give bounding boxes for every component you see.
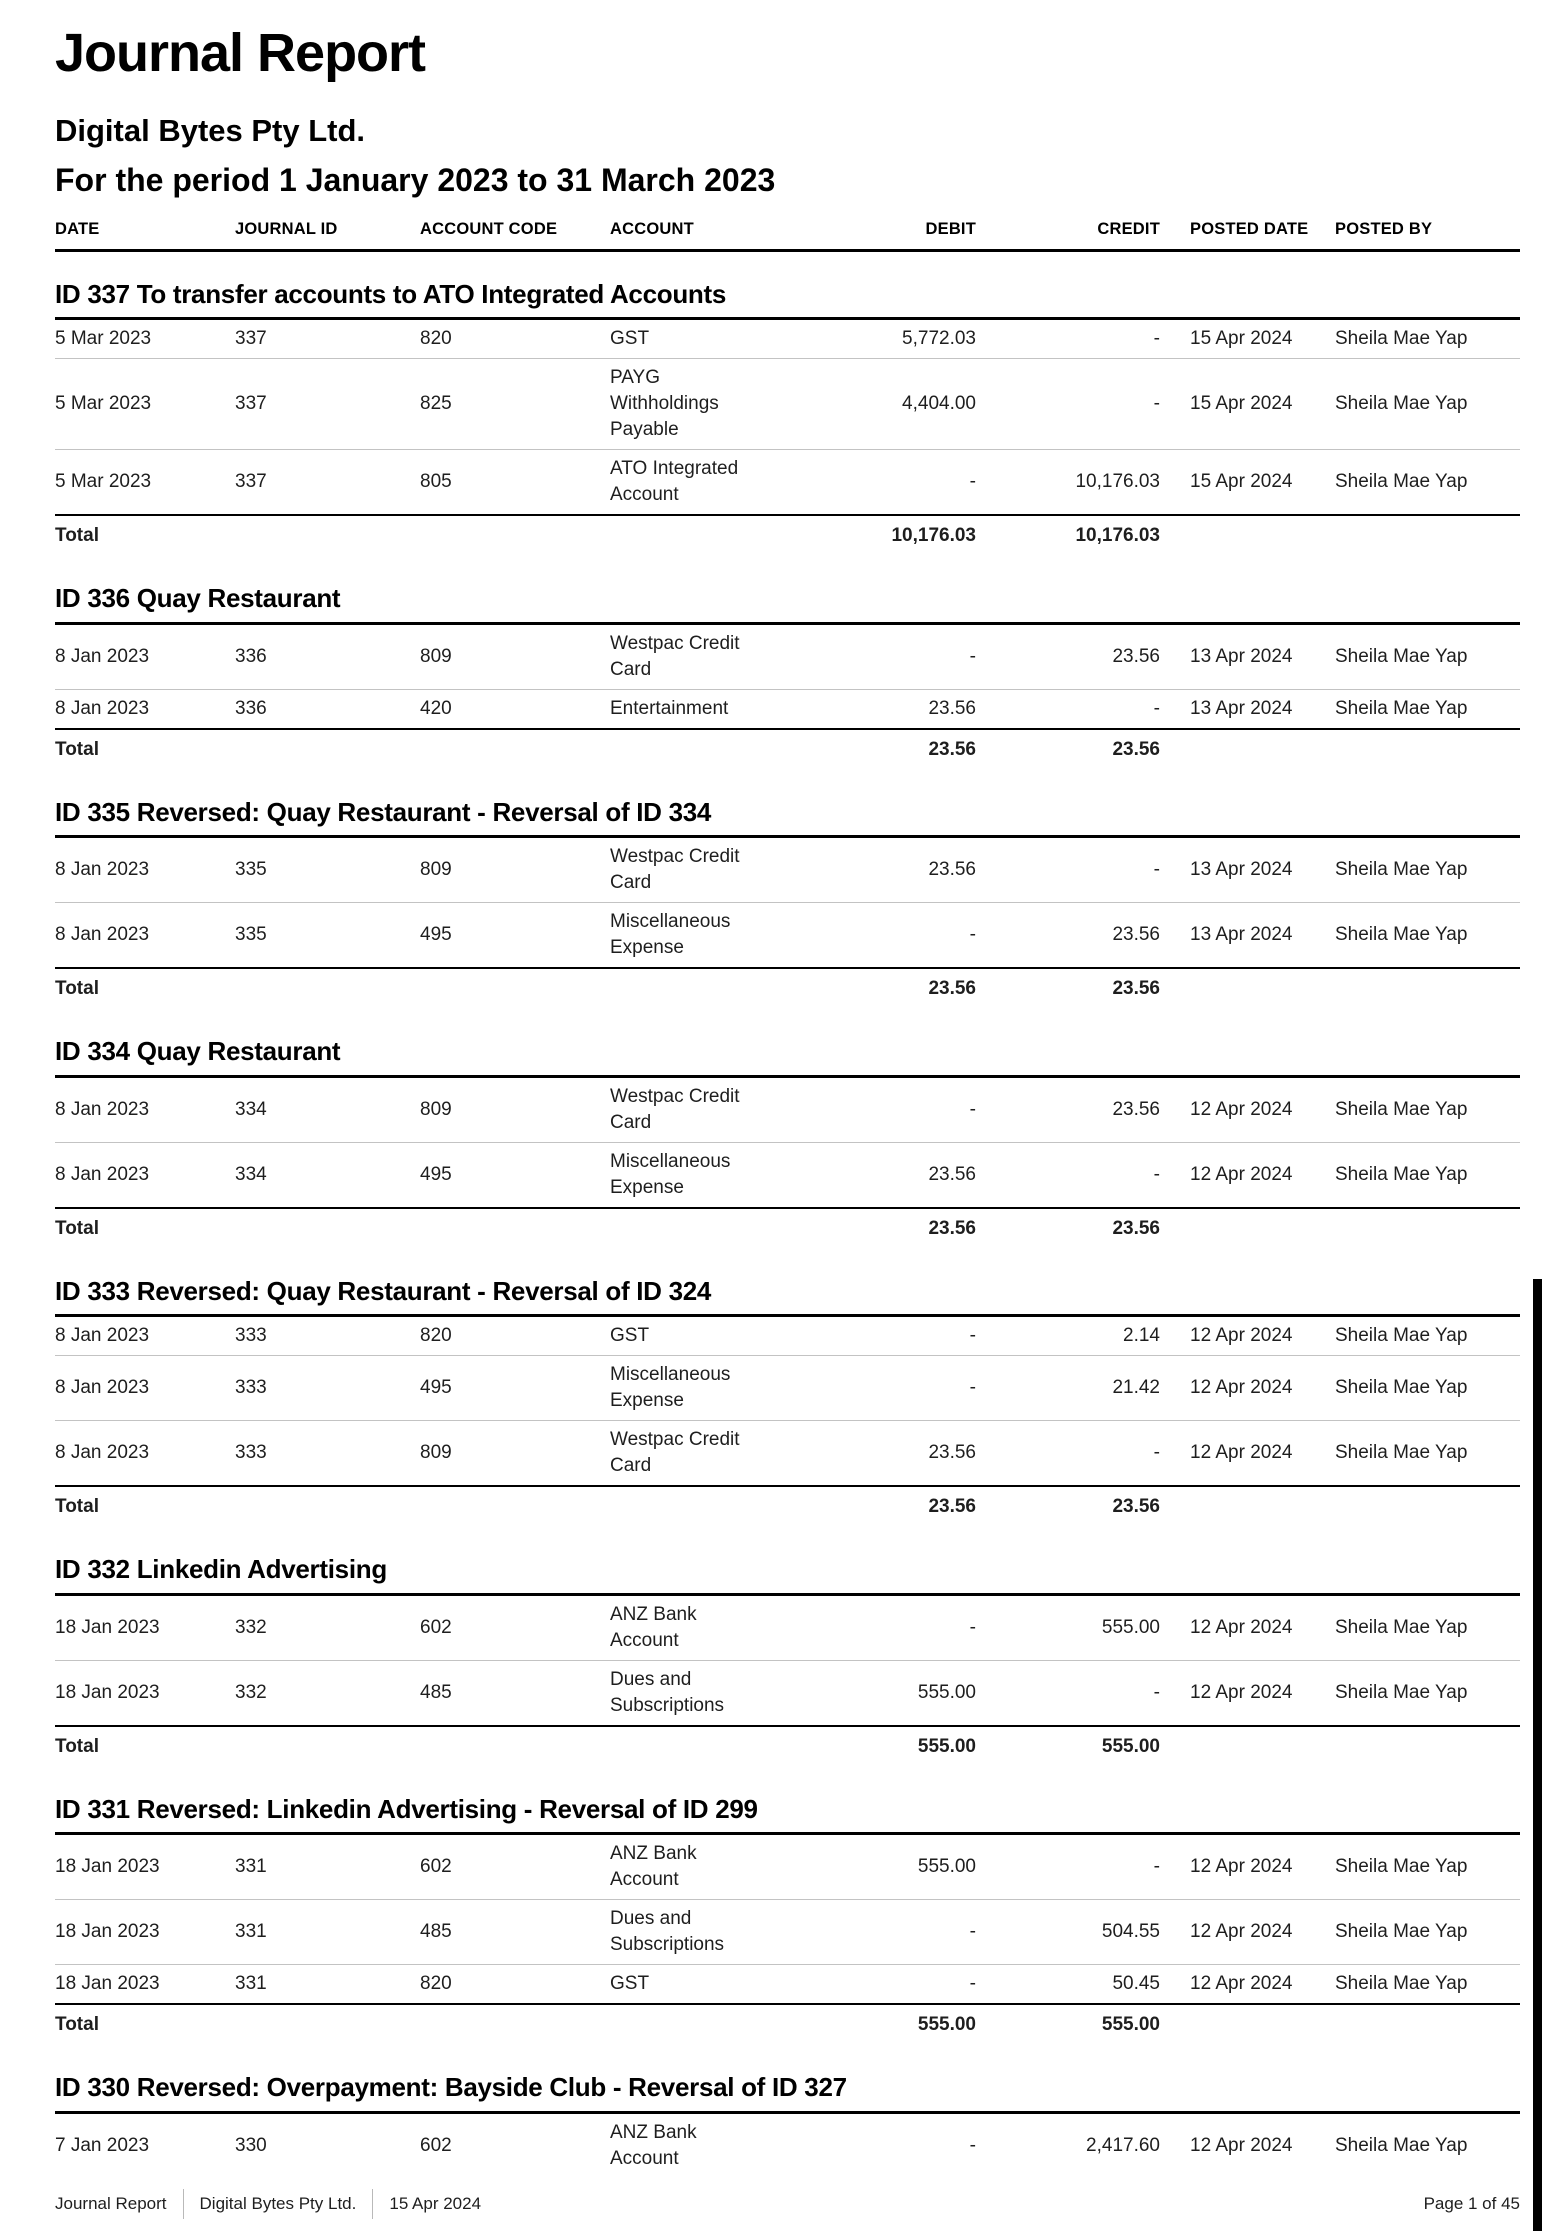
journal-section	[55, 1035, 1520, 1249]
row-date: 8 Jan 2023	[55, 1377, 150, 1399]
row-credit: -	[1153, 393, 1160, 415]
journal-row	[55, 320, 1520, 359]
journal-section	[55, 796, 1520, 1010]
row-credit: -	[1153, 859, 1160, 881]
row-journal-id: 337	[235, 393, 267, 415]
row-posted-by: Sheila Mae Yap	[1335, 1098, 1468, 1120]
section-total-row	[55, 514, 1520, 556]
row-credit: -	[1153, 697, 1160, 719]
row-account	[610, 365, 860, 443]
row-posted-by: Sheila Mae Yap	[1335, 1325, 1468, 1347]
column-header-account: ACCOUNT	[610, 219, 694, 238]
row-date: 5 Mar 2023	[55, 393, 152, 415]
row-debit: -	[969, 645, 976, 667]
total-label: Total	[55, 1217, 99, 1239]
row-posted-date: 13 Apr 2024	[1190, 859, 1293, 881]
row-credit: -	[1153, 1681, 1160, 1703]
row-account-text: ANZ Bank Account	[610, 1843, 697, 1891]
column-header-journal-id: JOURNAL ID	[235, 219, 338, 238]
journal-entry-heading: ID 333 Reversed: Quay Restaurant - Reversal of ID 324	[55, 1275, 1520, 1318]
row-posted-by: Sheila Mae Yap	[1335, 1442, 1468, 1464]
footer-report-name: Journal Report	[55, 2194, 167, 2213]
section-total-row	[55, 1725, 1520, 1767]
report-period: For the period 1 January 2023 to 31 March 2023	[55, 162, 776, 199]
row-posted-date: 15 Apr 2024	[1190, 393, 1293, 415]
journal-row	[55, 690, 1520, 728]
row-posted-by: Sheila Mae Yap	[1335, 1973, 1468, 1995]
row-account-text: Entertainment	[610, 697, 729, 719]
row-account-code: 420	[420, 697, 452, 719]
column-header-date: DATE	[55, 219, 100, 238]
journal-row	[55, 1661, 1520, 1725]
journal-row	[55, 1596, 1520, 1661]
row-credit: 23.56	[1112, 1098, 1160, 1120]
row-debit: 4,404.00	[902, 393, 976, 415]
journal-entry-heading: ID 337 To transfer accounts to ATO Integrated Accounts	[55, 278, 1520, 321]
total-credit: 555.00	[1101, 1735, 1160, 1757]
row-debit: -	[969, 1098, 976, 1120]
section-total-row	[55, 1485, 1520, 1527]
row-credit: -	[1153, 328, 1160, 350]
total-debit: 555.00	[917, 1735, 976, 1757]
row-journal-id: 332	[235, 1616, 267, 1638]
total-label: Total	[55, 978, 99, 1000]
row-account-text: ANZ Bank Account	[610, 2121, 697, 2169]
row-date: 8 Jan 2023	[55, 859, 150, 881]
journal-row	[55, 1317, 1520, 1356]
row-debit: -	[969, 1377, 976, 1399]
row-date: 8 Jan 2023	[55, 1163, 150, 1185]
total-label: Total	[55, 1496, 99, 1518]
row-account	[610, 696, 860, 722]
row-account	[610, 1427, 860, 1479]
row-debit: -	[969, 1325, 976, 1347]
row-debit: 23.56	[928, 1163, 976, 1185]
page-footer	[55, 2189, 1520, 2219]
row-account	[610, 1971, 860, 1997]
row-date: 5 Mar 2023	[55, 471, 152, 493]
row-credit: 10,176.03	[1075, 471, 1160, 493]
row-credit: 555.00	[1101, 1616, 1160, 1638]
row-account-text: GST	[610, 1973, 650, 1995]
footer-separator	[183, 2189, 184, 2219]
row-journal-id: 334	[235, 1098, 267, 1120]
total-credit: 555.00	[1101, 2014, 1160, 2036]
row-posted-by: Sheila Mae Yap	[1335, 328, 1468, 350]
journal-row	[55, 903, 1520, 967]
row-account-code: 820	[420, 328, 452, 350]
journal-row	[55, 625, 1520, 690]
row-debit: -	[969, 1921, 976, 1943]
row-credit: 2.14	[1123, 1325, 1160, 1347]
row-posted-date: 12 Apr 2024	[1190, 1921, 1293, 1943]
row-journal-id: 333	[235, 1377, 267, 1399]
row-credit: 23.56	[1112, 645, 1160, 667]
total-debit: 23.56	[928, 978, 976, 1000]
total-debit: 23.56	[928, 738, 976, 760]
row-date: 8 Jan 2023	[55, 645, 150, 667]
journal-row	[55, 1143, 1520, 1207]
row-posted-by: Sheila Mae Yap	[1335, 645, 1468, 667]
row-credit: 504.55	[1101, 1921, 1160, 1943]
footer-separator	[372, 2189, 373, 2219]
row-date: 8 Jan 2023	[55, 924, 150, 946]
row-debit: -	[969, 2134, 976, 2156]
row-account-text: ANZ Bank Account	[610, 1603, 697, 1651]
row-account-text: PAYG Withholdings Payable	[610, 367, 719, 441]
row-posted-date: 13 Apr 2024	[1190, 697, 1293, 719]
row-debit: 555.00	[917, 1856, 976, 1878]
row-account-code: 820	[420, 1325, 452, 1347]
row-credit: -	[1153, 1442, 1160, 1464]
footer-left	[55, 2189, 481, 2219]
row-account-text: Miscellaneous Expense	[610, 911, 731, 959]
row-debit: 5,772.03	[902, 328, 976, 350]
journal-entry-heading: ID 332 Linkedin Advertising	[55, 1553, 1520, 1596]
total-credit: 10,176.03	[1075, 525, 1160, 547]
row-posted-date: 12 Apr 2024	[1190, 1856, 1293, 1878]
row-account	[610, 1841, 860, 1893]
row-account	[610, 1667, 860, 1719]
row-date: 8 Jan 2023	[55, 1098, 150, 1120]
page-title: Journal Report	[55, 23, 426, 83]
journal-entry-heading: ID 335 Reversed: Quay Restaurant - Reversal of ID 334	[55, 796, 1520, 839]
row-credit: -	[1153, 1163, 1160, 1185]
row-account-code: 805	[420, 471, 452, 493]
row-date: 8 Jan 2023	[55, 1442, 150, 1464]
row-posted-by: Sheila Mae Yap	[1335, 393, 1468, 415]
row-journal-id: 337	[235, 328, 267, 350]
total-label: Total	[55, 738, 99, 760]
total-debit: 555.00	[917, 2014, 976, 2036]
row-posted-date: 12 Apr 2024	[1190, 1325, 1293, 1347]
column-header-posted-by: POSTED BY	[1335, 219, 1433, 238]
row-date: 18 Jan 2023	[55, 1921, 160, 1943]
row-debit: 23.56	[928, 859, 976, 881]
row-account-code: 602	[420, 1616, 452, 1638]
row-posted-by: Sheila Mae Yap	[1335, 2134, 1468, 2156]
row-account	[610, 1323, 860, 1349]
row-account	[610, 1906, 860, 1958]
total-debit: 10,176.03	[891, 525, 976, 547]
row-debit: -	[969, 471, 976, 493]
journal-entry-heading: ID 331 Reversed: Linkedin Advertising - Reversal of ID 299	[55, 1793, 1520, 1836]
row-posted-by: Sheila Mae Yap	[1335, 1163, 1468, 1185]
journal-row	[55, 1078, 1520, 1143]
row-posted-by: Sheila Mae Yap	[1335, 1377, 1468, 1399]
column-header-debit: DEBIT	[925, 219, 976, 238]
row-account-code: 809	[420, 1098, 452, 1120]
row-account-text: Miscellaneous Expense	[610, 1364, 731, 1412]
row-debit: -	[969, 1973, 976, 1995]
row-posted-date: 15 Apr 2024	[1190, 328, 1293, 350]
row-posted-date: 12 Apr 2024	[1190, 1442, 1293, 1464]
row-account-text: Westpac Credit Card	[610, 632, 740, 680]
total-credit: 23.56	[1112, 978, 1160, 1000]
row-credit: 2,417.60	[1086, 2134, 1160, 2156]
row-journal-id: 331	[235, 1856, 267, 1878]
row-account-text: Miscellaneous Expense	[610, 1150, 731, 1198]
row-posted-by: Sheila Mae Yap	[1335, 1921, 1468, 1943]
row-posted-by: Sheila Mae Yap	[1335, 859, 1468, 881]
row-journal-id: 333	[235, 1442, 267, 1464]
total-credit: 23.56	[1112, 738, 1160, 760]
row-account-code: 495	[420, 1163, 452, 1185]
footer-date: 15 Apr 2024	[389, 2194, 482, 2213]
total-label: Total	[55, 1735, 99, 1757]
column-header-posted-date: POSTED DATE	[1190, 219, 1309, 238]
row-account	[610, 631, 860, 683]
row-account-text: Dues and Subscriptions	[610, 1908, 725, 1956]
journal-row	[55, 1421, 1520, 1485]
row-posted-date: 13 Apr 2024	[1190, 645, 1293, 667]
row-credit: -	[1153, 1856, 1160, 1878]
journal-section	[55, 278, 1520, 557]
row-account-text: GST	[610, 328, 650, 350]
row-debit: -	[969, 924, 976, 946]
page-number: Page 1 of 45	[1423, 2194, 1520, 2213]
row-account-code: 495	[420, 1377, 452, 1399]
row-account-code: 495	[420, 924, 452, 946]
row-account	[610, 844, 860, 896]
journal-row	[55, 1900, 1520, 1965]
row-account-code: 602	[420, 2134, 452, 2156]
row-date: 18 Jan 2023	[55, 1856, 160, 1878]
row-account-code: 820	[420, 1973, 452, 1995]
row-account	[610, 326, 860, 352]
row-account-code: 809	[420, 1442, 452, 1464]
row-account	[610, 456, 860, 508]
row-posted-by: Sheila Mae Yap	[1335, 1616, 1468, 1638]
column-header-credit: CREDIT	[1097, 219, 1160, 238]
row-posted-by: Sheila Mae Yap	[1335, 1856, 1468, 1878]
row-posted-by: Sheila Mae Yap	[1335, 1681, 1468, 1703]
row-posted-date: 12 Apr 2024	[1190, 1098, 1293, 1120]
journal-row	[55, 1356, 1520, 1421]
row-journal-id: 331	[235, 1973, 267, 1995]
row-date: 18 Jan 2023	[55, 1616, 160, 1638]
row-posted-by: Sheila Mae Yap	[1335, 697, 1468, 719]
journal-section	[55, 1275, 1520, 1528]
row-posted-date: 12 Apr 2024	[1190, 1681, 1293, 1703]
row-credit: 23.56	[1112, 924, 1160, 946]
row-account	[610, 1602, 860, 1654]
row-account-text: ATO Integrated Account	[610, 458, 739, 506]
row-posted-date: 15 Apr 2024	[1190, 471, 1293, 493]
row-account-code: 485	[420, 1681, 452, 1703]
total-credit: 23.56	[1112, 1496, 1160, 1518]
row-posted-by: Sheila Mae Yap	[1335, 924, 1468, 946]
row-journal-id: 336	[235, 645, 267, 667]
row-account-text: GST	[610, 1325, 650, 1347]
row-journal-id: 335	[235, 924, 267, 946]
row-journal-id: 333	[235, 1325, 267, 1347]
row-account-code: 809	[420, 859, 452, 881]
journal-entry-heading: ID 330 Reversed: Overpayment: Bayside Club - Reversal of ID 327	[55, 2071, 1520, 2114]
journal-row	[55, 1965, 1520, 2003]
total-debit: 23.56	[928, 1496, 976, 1518]
row-posted-date: 12 Apr 2024	[1190, 2134, 1293, 2156]
row-journal-id: 337	[235, 471, 267, 493]
journal-section	[55, 582, 1520, 770]
journal-section	[55, 1553, 1520, 1767]
row-journal-id: 331	[235, 1921, 267, 1943]
row-account	[610, 1084, 860, 1136]
section-total-row	[55, 2003, 1520, 2045]
row-date: 8 Jan 2023	[55, 697, 150, 719]
column-header-account-code: ACCOUNT CODE	[420, 219, 558, 238]
row-account	[610, 1362, 860, 1414]
journal-section	[55, 2071, 1520, 2178]
journal-row	[55, 359, 1520, 450]
row-posted-date: 12 Apr 2024	[1190, 1616, 1293, 1638]
row-date: 5 Mar 2023	[55, 328, 152, 350]
total-label: Total	[55, 2014, 99, 2036]
report-body	[55, 278, 1520, 2178]
row-date: 8 Jan 2023	[55, 1325, 150, 1347]
journal-entry-heading: ID 336 Quay Restaurant	[55, 582, 1520, 625]
company-name: Digital Bytes Pty Ltd.	[55, 113, 366, 149]
row-account-code: 825	[420, 393, 452, 415]
row-journal-id: 334	[235, 1163, 267, 1185]
journal-row	[55, 2114, 1520, 2178]
row-debit: 555.00	[917, 1681, 976, 1703]
row-journal-id: 335	[235, 859, 267, 881]
row-posted-date: 12 Apr 2024	[1190, 1973, 1293, 1995]
journal-row	[55, 1835, 1520, 1900]
row-credit: 21.42	[1112, 1377, 1160, 1399]
row-posted-date: 12 Apr 2024	[1190, 1377, 1293, 1399]
row-debit: 23.56	[928, 697, 976, 719]
row-account-text: Westpac Credit Card	[610, 846, 740, 894]
row-posted-date: 12 Apr 2024	[1190, 1163, 1293, 1185]
total-label: Total	[55, 525, 99, 547]
journal-section	[55, 1793, 1520, 2046]
scrollbar-thumb[interactable]	[1533, 1279, 1542, 2231]
row-account	[610, 909, 860, 961]
row-date: 7 Jan 2023	[55, 2134, 150, 2156]
section-total-row	[55, 728, 1520, 770]
row-account-code: 602	[420, 1856, 452, 1878]
section-total-row	[55, 967, 1520, 1009]
row-account-text: Westpac Credit Card	[610, 1085, 740, 1133]
row-account	[610, 1149, 860, 1201]
row-debit: 23.56	[928, 1442, 976, 1464]
row-journal-id: 336	[235, 697, 267, 719]
journal-row	[55, 450, 1520, 514]
journal-entry-heading: ID 334 Quay Restaurant	[55, 1035, 1520, 1078]
row-journal-id: 330	[235, 2134, 267, 2156]
row-date: 18 Jan 2023	[55, 1973, 160, 1995]
row-posted-by: Sheila Mae Yap	[1335, 471, 1468, 493]
total-debit: 23.56	[928, 1217, 976, 1239]
row-date: 18 Jan 2023	[55, 1681, 160, 1703]
total-credit: 23.56	[1112, 1217, 1160, 1239]
table-header-row	[55, 220, 1520, 252]
journal-row	[55, 838, 1520, 903]
row-journal-id: 332	[235, 1681, 267, 1703]
row-account-text: Westpac Credit Card	[610, 1429, 740, 1477]
row-account-code: 809	[420, 645, 452, 667]
section-total-row	[55, 1207, 1520, 1249]
row-account-text: Dues and Subscriptions	[610, 1668, 725, 1716]
row-account-code: 485	[420, 1921, 452, 1943]
footer-company-name: Digital Bytes Pty Ltd.	[199, 2194, 357, 2213]
row-credit: 50.45	[1112, 1973, 1160, 1995]
row-debit: -	[969, 1616, 976, 1638]
row-posted-date: 13 Apr 2024	[1190, 924, 1293, 946]
row-account	[610, 2120, 860, 2172]
